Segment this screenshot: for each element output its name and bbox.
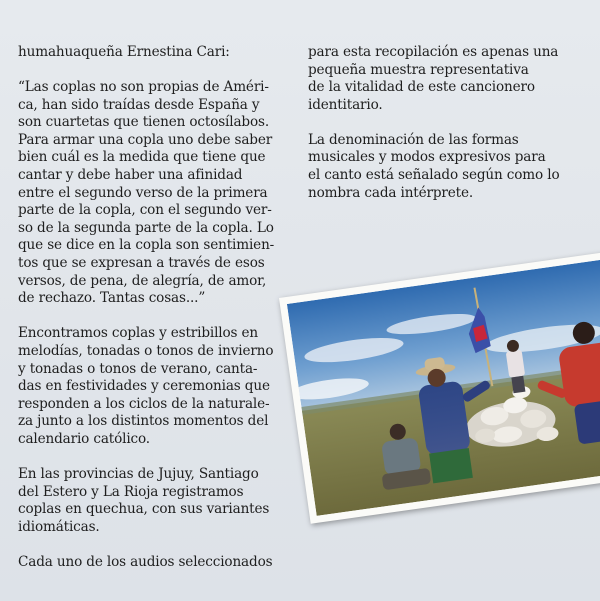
text-line: para esta recopilación es apenas una xyxy=(308,44,559,60)
text-line: bien cuál es la medida que tiene que xyxy=(18,149,266,166)
text-line: pequeña muestra representativa xyxy=(308,61,529,78)
ceremony-scene-image xyxy=(287,259,600,516)
text-line: musicales y modos expresivos para xyxy=(308,149,546,166)
text-line: Cada uno de los audios seleccionados xyxy=(18,553,273,570)
paragraph-denominacion xyxy=(308,132,583,202)
paragraph-intro xyxy=(18,44,290,62)
text-line: melodías, tonadas o tonos de invierno xyxy=(18,342,274,359)
paragraph-recopilacion xyxy=(308,44,583,114)
text-line: nombra cada intérprete. xyxy=(308,184,474,201)
text-line: parte de la copla, con el segundo ver- xyxy=(18,202,272,219)
text-line: que se dice en la copla son sentimien- xyxy=(18,237,275,254)
text-line: de rechazo. Tantas cosas...” xyxy=(18,290,206,307)
text-line: das en festividades y ceremonias que xyxy=(18,378,270,395)
right-column xyxy=(308,44,583,202)
ceremony-photo xyxy=(279,251,600,524)
text-line: ca, han sido traídas desde España y xyxy=(18,96,260,113)
text-line: En las provincias de Jujuy, Santiago xyxy=(18,465,259,482)
paragraph-provincias xyxy=(18,466,290,536)
text-line: versos, de pena, de alegría, de amor, xyxy=(18,272,267,289)
text-line: de la vitalidad de este cancionero xyxy=(308,79,535,96)
text-line: el canto está señalado según como lo xyxy=(308,167,560,184)
text-line: za junto a los distintos momentos del xyxy=(18,413,269,430)
text-line: Encontramos coplas y estribillos en xyxy=(18,325,259,342)
text-line: so de la segunda parte de la copla. Lo xyxy=(18,219,274,236)
paragraph-audios xyxy=(18,554,290,572)
text-line: cantar y debe haber una afinidad xyxy=(18,167,243,184)
text-line: humahuaqueña Ernestina Cari: xyxy=(18,44,230,60)
text-line: son cuartetas que tienen octosílabos. xyxy=(18,114,269,131)
text-line: entre el segundo verso de la primera xyxy=(18,184,268,201)
left-column xyxy=(18,44,290,571)
paragraph-quote xyxy=(18,79,290,308)
text-line: La denominación de las formas xyxy=(308,131,519,148)
text-line: idiomáticas. xyxy=(18,518,100,535)
text-line: y tonadas o tonos de verano, canta- xyxy=(18,360,258,377)
text-line: tos que se expresan a través de esos xyxy=(18,255,265,272)
text-line: del Estero y La Rioja registramos xyxy=(18,483,244,500)
text-line: “Las coplas no son propias de Améri- xyxy=(18,79,269,96)
text-line: responden a los ciclos de la naturale- xyxy=(18,395,270,412)
paragraph-tonadas xyxy=(18,325,290,448)
text-line: coplas en quechua, con sus variantes xyxy=(18,501,270,518)
text-line: Para armar una copla uno debe saber xyxy=(18,131,273,148)
text-line: calendario católico. xyxy=(18,430,150,447)
text-line: identitario. xyxy=(308,96,383,113)
